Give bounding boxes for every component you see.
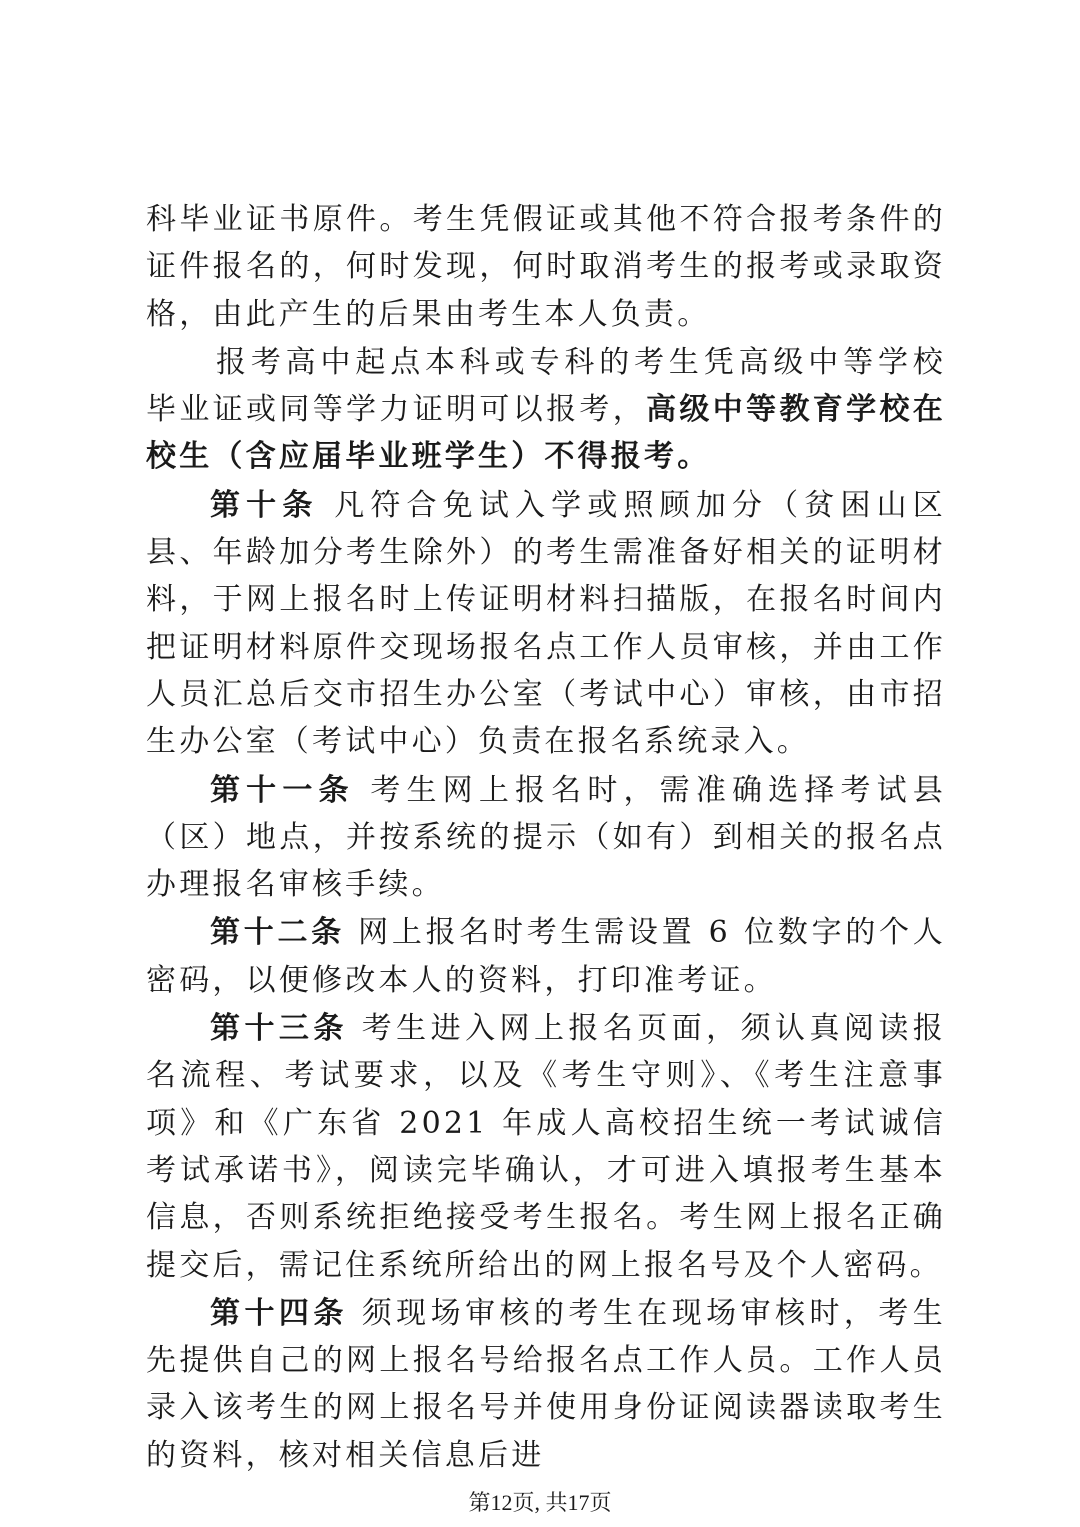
article-text: 网上报名时考生需设置 6 位数字的个人密码，以便修改本人的资料，打印准考证。 xyxy=(146,915,946,998)
article-heading: 第十一条 xyxy=(210,772,355,808)
article-heading: 第十四条 xyxy=(210,1295,348,1331)
article-11 xyxy=(146,767,946,909)
paragraph-text: 报考高中起点本科或专科的考生凭高级中等学校毕业证或同等学力证明可以报考， xyxy=(146,344,946,428)
article-14 xyxy=(146,1290,946,1479)
paragraph-eligibility xyxy=(146,339,946,481)
article-heading: 第十二条 xyxy=(210,915,345,951)
article-heading: 第十条 xyxy=(210,487,319,523)
article-text: 须现场审核的考生在现场审核时，考生先提供自己的网上报名号给报名点工作人员。工作人员录入该考生的网上报名号并使用身份证阅读器读取考生的资料，核对相关信息后进 xyxy=(146,1295,946,1473)
article-heading: 第十三条 xyxy=(210,1011,348,1047)
article-text: 考生进入网上报名页面，须认真阅读报名流程、考试要求，以及《考生守则》、《考生注意事项》和《广东省 2021 年成人高校招生统一考试诚信考试承诺书》，阅读完毕确认，才可进入填报考生基本信息，否则系统拒绝接受考生报名。考生网上报名正确提交后，需记住系统所给出的网上报名号及个人密码。 xyxy=(146,1011,946,1283)
paragraph-continuation xyxy=(146,196,946,338)
article-text: 凡符合免试入学或照顾加分（贫困山区县、年龄加分考生除外）的考生需准备好相关的证明材料，于网上报名时上传证明材料扫描版，在报名时间内把证明材料原件交现场报名点工作人员审核，并由工作人员汇总后交市招生办公室（考试中心）审核，由市招生办公室（考试中心）负责在报名系统录入。 xyxy=(146,487,946,760)
paragraph-text: 科毕业证书原件。考生凭假证或其他不符合报考条件的证件报名的，何时发现，何时取消考生的报考或录取资格，由此产生的后果由考生本人负责。 xyxy=(146,202,946,332)
page-number-footer: 第12页, 共17页 xyxy=(468,1490,612,1515)
article-13 xyxy=(146,1005,946,1289)
article-12 xyxy=(146,909,946,1004)
paragraph-bold-text: 高级中等教育学校在校生（含应届毕业班学生）不得报考。 xyxy=(146,392,947,475)
article-10 xyxy=(146,482,946,766)
document-body xyxy=(146,196,946,1480)
article-text: 考生网上报名时，需准确选择考试县（区）地点，并按系统的提示（如有）到相关的报名点办理报名审核手续。 xyxy=(146,772,946,903)
